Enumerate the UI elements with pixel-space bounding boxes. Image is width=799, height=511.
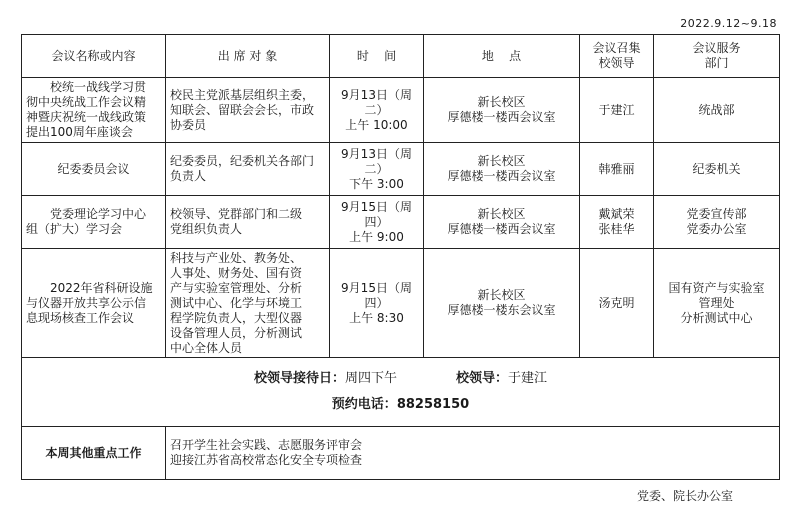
header-leader: 会议召集 校领导: [580, 35, 654, 78]
other-work-row: [22, 427, 780, 480]
meeting-dept: 党委宣传部 党委办公室: [654, 196, 780, 249]
meeting-leader: 汤克明: [580, 249, 654, 358]
meeting-attendees: 校民主党派基层组织主委， 知联会、留联会会长，市政 协委员: [166, 78, 330, 143]
reception-row: [22, 358, 780, 427]
reception-phone: 88258150: [396, 397, 470, 412]
meeting-time: 9月13日（周二） 上午 10:00: [330, 78, 424, 143]
other-work-items: [166, 427, 780, 480]
reception-leader-label: 校领导：: [456, 371, 509, 386]
weekly-meeting-schedule-table: [21, 34, 780, 480]
meeting-name: 校统一战线学习贯 彻中央统战工作会议精 神暨庆祝统一战线政策 提出100周年座谈会: [22, 78, 166, 143]
meeting-attendees: 纪委委员，纪委机关各部门 负责人: [166, 143, 330, 196]
meeting-dept: 统战部: [654, 78, 780, 143]
other-work-title: 本周其他重点工作: [22, 427, 166, 480]
reception-phone-label: 预约电话：: [331, 397, 397, 412]
meeting-row: [22, 249, 780, 358]
meeting-time: 9月15日（周四） 上午 9:00: [330, 196, 424, 249]
meeting-time: 9月15日（周四） 上午 8:30: [330, 249, 424, 358]
header-attendees: 出 席 对 象: [166, 35, 330, 78]
meeting-attendees: 校领导、党群部门和二级 党组织负责人: [166, 196, 330, 249]
header-dept: 会议服务 部门: [654, 35, 780, 78]
meeting-dept: 国有资产与实验室 管理处 分析测试中心: [654, 249, 780, 358]
issuer-signature: 党委、院长办公室: [636, 489, 733, 503]
header-name: 会议名称或内容: [22, 35, 166, 78]
meeting-dept: 纪委机关: [654, 143, 780, 196]
meeting-time: 9月13日（周二） 下午 3:00: [330, 143, 424, 196]
reception-info: [22, 358, 780, 427]
meeting-location: 新长校区 厚德楼一楼西会议室: [424, 78, 580, 143]
meeting-location: 新长校区 厚德楼一楼西会议室: [424, 196, 580, 249]
header-location: 地 点: [424, 35, 580, 78]
meeting-name: 2022年省科研设施 与仪器开放共享公示信 息现场核查工作会议: [22, 249, 166, 358]
meeting-location: 新长校区 厚德楼一楼东会议室: [424, 249, 580, 358]
meeting-row: [22, 143, 780, 196]
meeting-location: 新长校区 厚德楼一楼西会议室: [424, 143, 580, 196]
meeting-leader: 戴斌荣 张桂华: [580, 196, 654, 249]
table-header-row: [22, 35, 780, 78]
header-time: 时 间: [330, 35, 424, 78]
other-work-item: 召开学生社会实践、志愿服务评审会: [170, 438, 363, 452]
reception-day-label: 校领导接待日：: [253, 371, 345, 386]
meeting-name: 纪委委员会议: [22, 143, 166, 196]
meeting-row: [22, 78, 780, 143]
reception-day: 周四下午: [344, 371, 397, 386]
meeting-attendees: 科技与产业处、教务处、 人事处、财务处、国有资 产与实验室管理处、分析 测试中心、化学与环境工 程学院负责人，大型仪器 设备管理人员，分析测试 中心全体人员: [166, 249, 330, 358]
meeting-leader: 韩雅丽: [580, 143, 654, 196]
reception-leader: 于建江: [508, 371, 548, 386]
other-work-item: 迎接江苏省高校常态化安全专项检查: [170, 453, 363, 467]
meeting-name: 党委理论学习中心 组（扩大）学习会: [22, 196, 166, 249]
meeting-leader: 于建江: [580, 78, 654, 143]
meeting-row: [22, 196, 780, 249]
date-range: 2022.9.12~9.18: [680, 17, 777, 30]
